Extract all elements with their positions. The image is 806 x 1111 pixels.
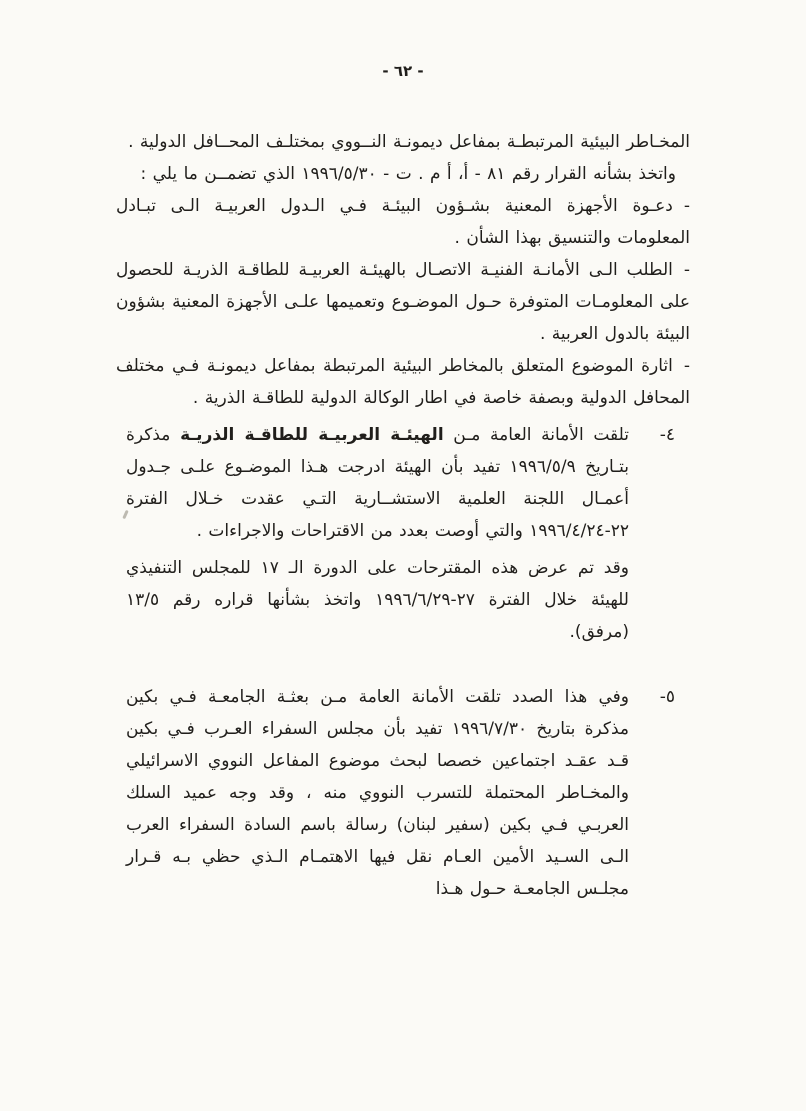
list-item bbox=[116, 254, 690, 350]
item-5-text bbox=[126, 681, 629, 905]
bullet-dash-icon: - bbox=[683, 356, 690, 376]
list-item bbox=[116, 190, 690, 254]
document-body bbox=[116, 126, 690, 905]
list-item bbox=[116, 350, 690, 414]
item-5-paragraph: وفي هذا الصدد تلقت الأمانة العامة مـن بعثـة الجامعـة فـي بكين مذكرة بتاريخ ١٩٩٦/٧/٣٠ تفيد بأن مجلس السفراء العـرب فـي بكين قـد عقـد اجتماعين خصصا لبحث موضوع المفاعل النووي الاسرائيلي والمخـاطر المحتملة للتسرب النووي منه ، وقد وجه عميد السلك العربـي فـي بكين (سفير لبنان) رسالة باسم السادة السفراء العرب الـى السـيد الأمين العـام نقل فيها الاهتمـام الـذي حظي بـه قـرار مجلـس الجامعـة حـول هـذا bbox=[126, 687, 629, 899]
paragraph-continuation: المخـاطر البيئية المرتبطـة بمفاعل ديمونـة النــووي بمختلـف المحــافل الدولية . bbox=[128, 132, 690, 152]
bullet-dash-icon: - bbox=[683, 196, 690, 216]
page-number: - ٦٢ - bbox=[382, 62, 424, 80]
bullet-text: دعـوة الأجهزة المعنية بشـؤون البيئـة فـي الـدول العربيـة الـى تبـادل المعلومات والتنسيق بهذا الشأن . bbox=[116, 196, 690, 248]
item-4-number: ٤- bbox=[659, 425, 675, 445]
bold-agency-name: الهيئـة العربيـة للطاقـة الذريـة bbox=[180, 425, 444, 445]
item-4-paragraph-2: وقد تم عرض هذه المقترحات على الدورة الـ ١٧ للمجلس التنفيذي للهيئة خلال الفترة ٢٧-١٩٩٦/٦/٢٩ واتخذ بشأنها قراره رقم ١٣/٥ (مرفق). bbox=[126, 558, 629, 642]
bullet-text: الطلب الـى الأمانـة الفنيـة الاتصـال بالهيئـة العربيـة للطاقـة الذريـة للحصول على المعلومـات المتوفرة حـول الموضـوع وتعميمها علـى الأجهزة المعنية بشؤون البيئة بالدول العربية . bbox=[116, 260, 690, 344]
text-run: مذكرة بتـاريخ ١٩٩٦/٥/٩ تفيد بأن الهيئة ادرجت هـذا الموضـوع علـى جـدول أعمـال اللجنة العلمية الاستشــارية التـي عقدت خـلال الفترة ٢٢-١٩٩٦/٤/٢٤ والتي أوصت بعدد من الاقتراحات والاجراءات . bbox=[126, 425, 630, 541]
item-4-text bbox=[126, 419, 629, 648]
bullet-dash-icon: - bbox=[683, 260, 690, 280]
numbered-item-5 bbox=[116, 681, 690, 905]
bullet-text: اثارة الموضوع المتعلق بالمخاطر البيئية المرتبطة بمفاعل ديمونـة فـي مختلف المحافل الدولية وبصفة خاصة في اطار الوكالة الدولية للطاقـة الذرية . bbox=[116, 356, 690, 408]
text-run: تلقت الأمانة العامة مـن bbox=[443, 425, 629, 445]
item-5-number: ٥- bbox=[659, 687, 675, 707]
item-4-paragraph-1 bbox=[126, 419, 629, 547]
numbered-item-4 bbox=[116, 419, 690, 648]
paragraph-resolution: واتخذ بشأنه القرار رقم ٨١ - أ، أ م . ت - ١٩٩٦/٥/٣٠ الذي تضمــن ما يلي : bbox=[140, 164, 676, 184]
